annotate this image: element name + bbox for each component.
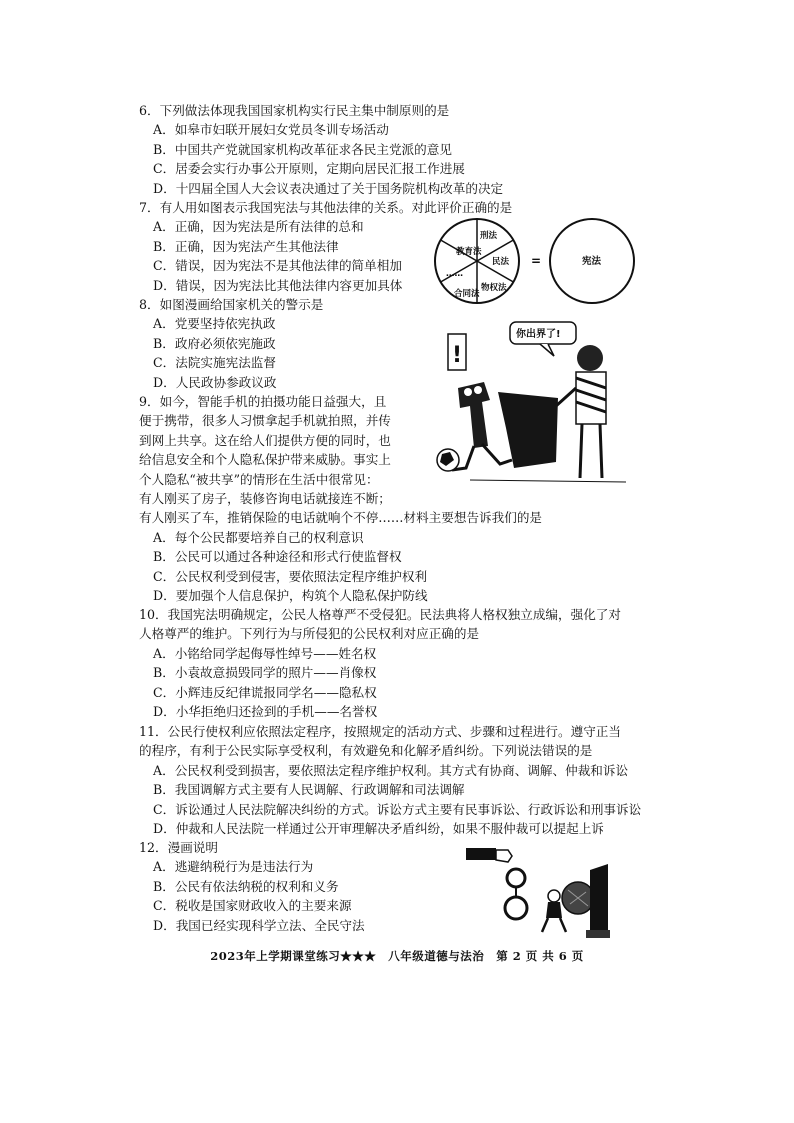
question-12 (139, 838, 365, 935)
passage-line-4: 给信息安全和个人隐私保护带来威胁。事实上 (139, 452, 391, 468)
constitution-label: 宪法 (582, 256, 602, 267)
passage-line-7: 有人刚买了车，推销保险的电话就响个不停……材料主要想告诉我们的是 (139, 510, 542, 526)
sector-label-property: 物权法 (481, 283, 507, 293)
tax-evasion-cartoon (462, 844, 612, 940)
sector-label-etc: …… (446, 269, 463, 279)
option-b: B．公民有依法纳税的权利和义务 (153, 878, 339, 894)
question-9 (139, 392, 542, 605)
question-stem: 8．如图漫画给国家机关的警示是 (139, 297, 324, 312)
option-c: C．法院实施宪法监督 (153, 355, 276, 371)
option-d: D．错误，因为宪法比其他法律内容更加具体 (153, 277, 403, 293)
sector-label-criminal: 刑法 (480, 231, 498, 241)
option-a: A．每个公民都要培养自己的权利意识 (153, 529, 364, 545)
option-c: C．诉讼通过人民法院解决纠纷的方式。诉讼方式主要有民事诉讼、行政诉讼和刑事诉讼 (153, 801, 642, 817)
option-d: D．仲裁和人民法院一样通过公开审理解决矛盾纠纷，如果不服仲裁可以提起上诉 (153, 821, 604, 837)
option-c: C．公民权利受到侵害，要依照法定程序维护权利 (153, 568, 428, 584)
question-stem: 12．漫画说明 (139, 840, 218, 855)
equals-sign: = (531, 254, 542, 268)
option-c: C．居委会实行办事公开原则，定期向居民汇报工作进展 (153, 161, 465, 177)
passage-line-1: 9．如今，智能手机的拍摄功能日益强大，且 (139, 394, 387, 409)
option-b: B．公民可以通过各种途径和形式行使监督权 (153, 549, 402, 565)
laws-pie (435, 219, 519, 303)
question-stem: 6．下列做法体现我国国家机构实行民主集中制原则的是 (139, 103, 450, 118)
passage-line-2: 人格尊严的维护。下列行为与所侵犯的公民权利对应正确的是 (139, 626, 480, 642)
sector-label-education: 教育法 (456, 247, 482, 257)
option-d: D．小华拒绝归还捡到的手机——名誉权 (153, 704, 378, 720)
question-11 (139, 722, 641, 838)
option-d: D．要加强个人信息保护，构筑个人隐私保护防线 (153, 588, 428, 604)
sector-label-civil: 民法 (492, 257, 510, 267)
option-d: D．我国已经实现科学立法、全民守法 (153, 917, 365, 933)
option-a: A．小铭给同学起侮辱性绰号——姓名权 (153, 645, 377, 661)
sector-label-contract: 合同法 (454, 289, 480, 299)
option-a: A．党要坚持依宪执政 (153, 316, 276, 332)
option-a: A．正确，因为宪法是所有法律的总和 (153, 219, 364, 235)
option-a: A．逃避纳税行为是违法行为 (153, 859, 314, 875)
option-b: B．中国共产党就国家机构改革征求各民主党派的意见 (153, 141, 452, 157)
passage-line-2: 便于携带，很多人习惯拿起手机就拍照，并传 (139, 413, 391, 429)
question-stem: 7．有人用如图表示我国宪法与其他法律的关系。对此评价正确的是 (139, 200, 513, 215)
passage-line-6: 有人刚买了房子，装修咨询电话就接连不断； (139, 491, 391, 507)
passage-line-1: 10．我国宪法明确规定，公民人格尊严不受侵犯。民法典将人格权独立成编，强化了对 (139, 607, 621, 622)
question-10 (139, 605, 621, 721)
passage-line-5: 个人隐私“被共享”的情形在生活中很常见： (139, 471, 379, 487)
question-8 (139, 295, 323, 392)
passage-line-1: 11．公民行使权利应依照法定程序，按照规定的活动方式、步骤和过程进行。遵守正当 (139, 724, 621, 739)
exclamation-mark: ! (452, 343, 463, 368)
passage-line-2: 的程序，有利于公民实际享受权利，有效避免和化解矛盾纠纷。下列说法错误的是 (139, 743, 593, 759)
question-6 (139, 101, 503, 198)
law-relationship-figure (432, 216, 637, 306)
option-c: C．税收是国家财政收入的主要来源 (153, 898, 352, 914)
page-footer: 2023年上学期课堂练习★★★ 八年级道德与法治 第 2 页 共 6 页 (210, 949, 584, 963)
option-b: B．我国调解方式主要有人民调解、行政调解和司法调解 (153, 782, 465, 798)
option-b: B．政府必须依宪施政 (153, 335, 276, 351)
option-a: A．公民权利受到损害，要依照法定程序维护权利。其方式有协商、调解、仲裁和诉讼 (153, 762, 629, 778)
option-d: D．人民政协参政议政 (153, 374, 277, 390)
option-a: A．如皋市妇联开展妇女党员冬训专场活动 (153, 122, 389, 138)
option-b: B．正确，因为宪法产生其他法律 (153, 238, 339, 254)
option-b: B．小袁故意损毁同学的照片——肖像权 (153, 665, 377, 681)
option-c: C．错误，因为宪法不是其他法律的简单相加 (153, 258, 402, 274)
option-d: D．十四届全国人大会议表决通过了关于国务院机构改革的决定 (153, 180, 504, 196)
passage-line-3: 到网上共享。这在给人们提供方便的同时，也 (139, 432, 391, 448)
speech-bubble-text: 你出界了! (516, 329, 561, 340)
option-c: C．小辉违反纪律谎报同学名——隐私权 (153, 684, 377, 700)
